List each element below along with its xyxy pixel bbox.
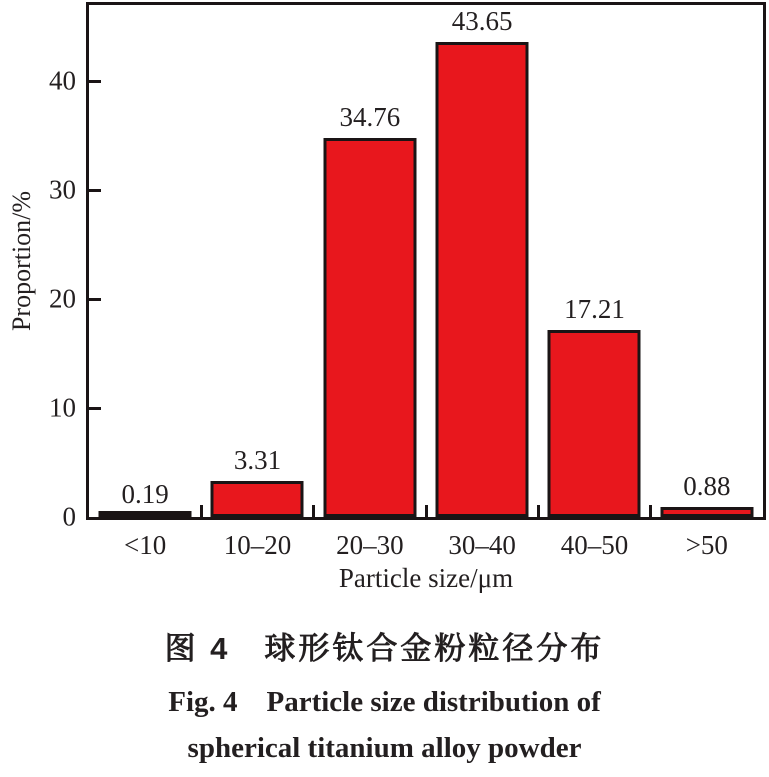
caption-english-line2: spherical titanium alloy powder [187,732,582,764]
bar [548,330,641,517]
y-tick-mark [89,298,101,301]
y-tick-label: 20 [49,283,76,314]
bar-value-label: 3.31 [233,444,282,475]
bar-group [426,5,538,517]
x-category-label: >50 [685,530,728,560]
bar-value-label: 0.88 [683,471,731,502]
x-category-label: 40–50 [560,530,629,560]
x-category-label: <10 [124,530,167,560]
bar [323,138,416,517]
x-category-label: 20–30 [336,530,404,560]
bar-group [89,5,201,517]
y-tick-label: 10 [49,392,76,423]
bar [436,42,529,518]
bar-value-label: 17.21 [564,293,625,324]
bar-value-label: 43.65 [451,5,513,36]
y-tick-label: 0 [62,501,76,532]
y-tick-mark [89,80,101,83]
caption-english-line1: Fig. 4 Particle size distribution of [168,686,601,718]
y-axis-title: Proportion/% [7,190,37,332]
y-tick-label: 40 [49,65,76,96]
bar-group [314,5,426,517]
x-tick-mark [649,505,652,517]
x-tick-mark [537,505,540,517]
bar-value-label: 0.19 [121,478,169,509]
bar-value-label: 34.76 [339,102,401,133]
x-tick-mark [425,505,428,517]
x-category-label: 30–40 [448,530,516,560]
y-tick-mark [89,407,101,410]
bar [99,511,192,517]
x-axis-title: Particle size/μm [338,563,514,593]
plot-area [86,2,766,520]
y-tick-label: 30 [49,174,76,205]
figure-captions [0,630,769,766]
bar-group [651,5,763,517]
bar [211,481,304,517]
bar [660,507,753,517]
caption-chinese: 图 4 球形钛合金粉粒径分布 [164,631,605,666]
x-tick-mark [200,505,203,517]
x-category-label: 10–20 [223,530,292,560]
y-tick-mark [89,189,101,192]
x-tick-mark [312,505,315,517]
bar-group [538,5,650,517]
bar-group [201,5,313,517]
